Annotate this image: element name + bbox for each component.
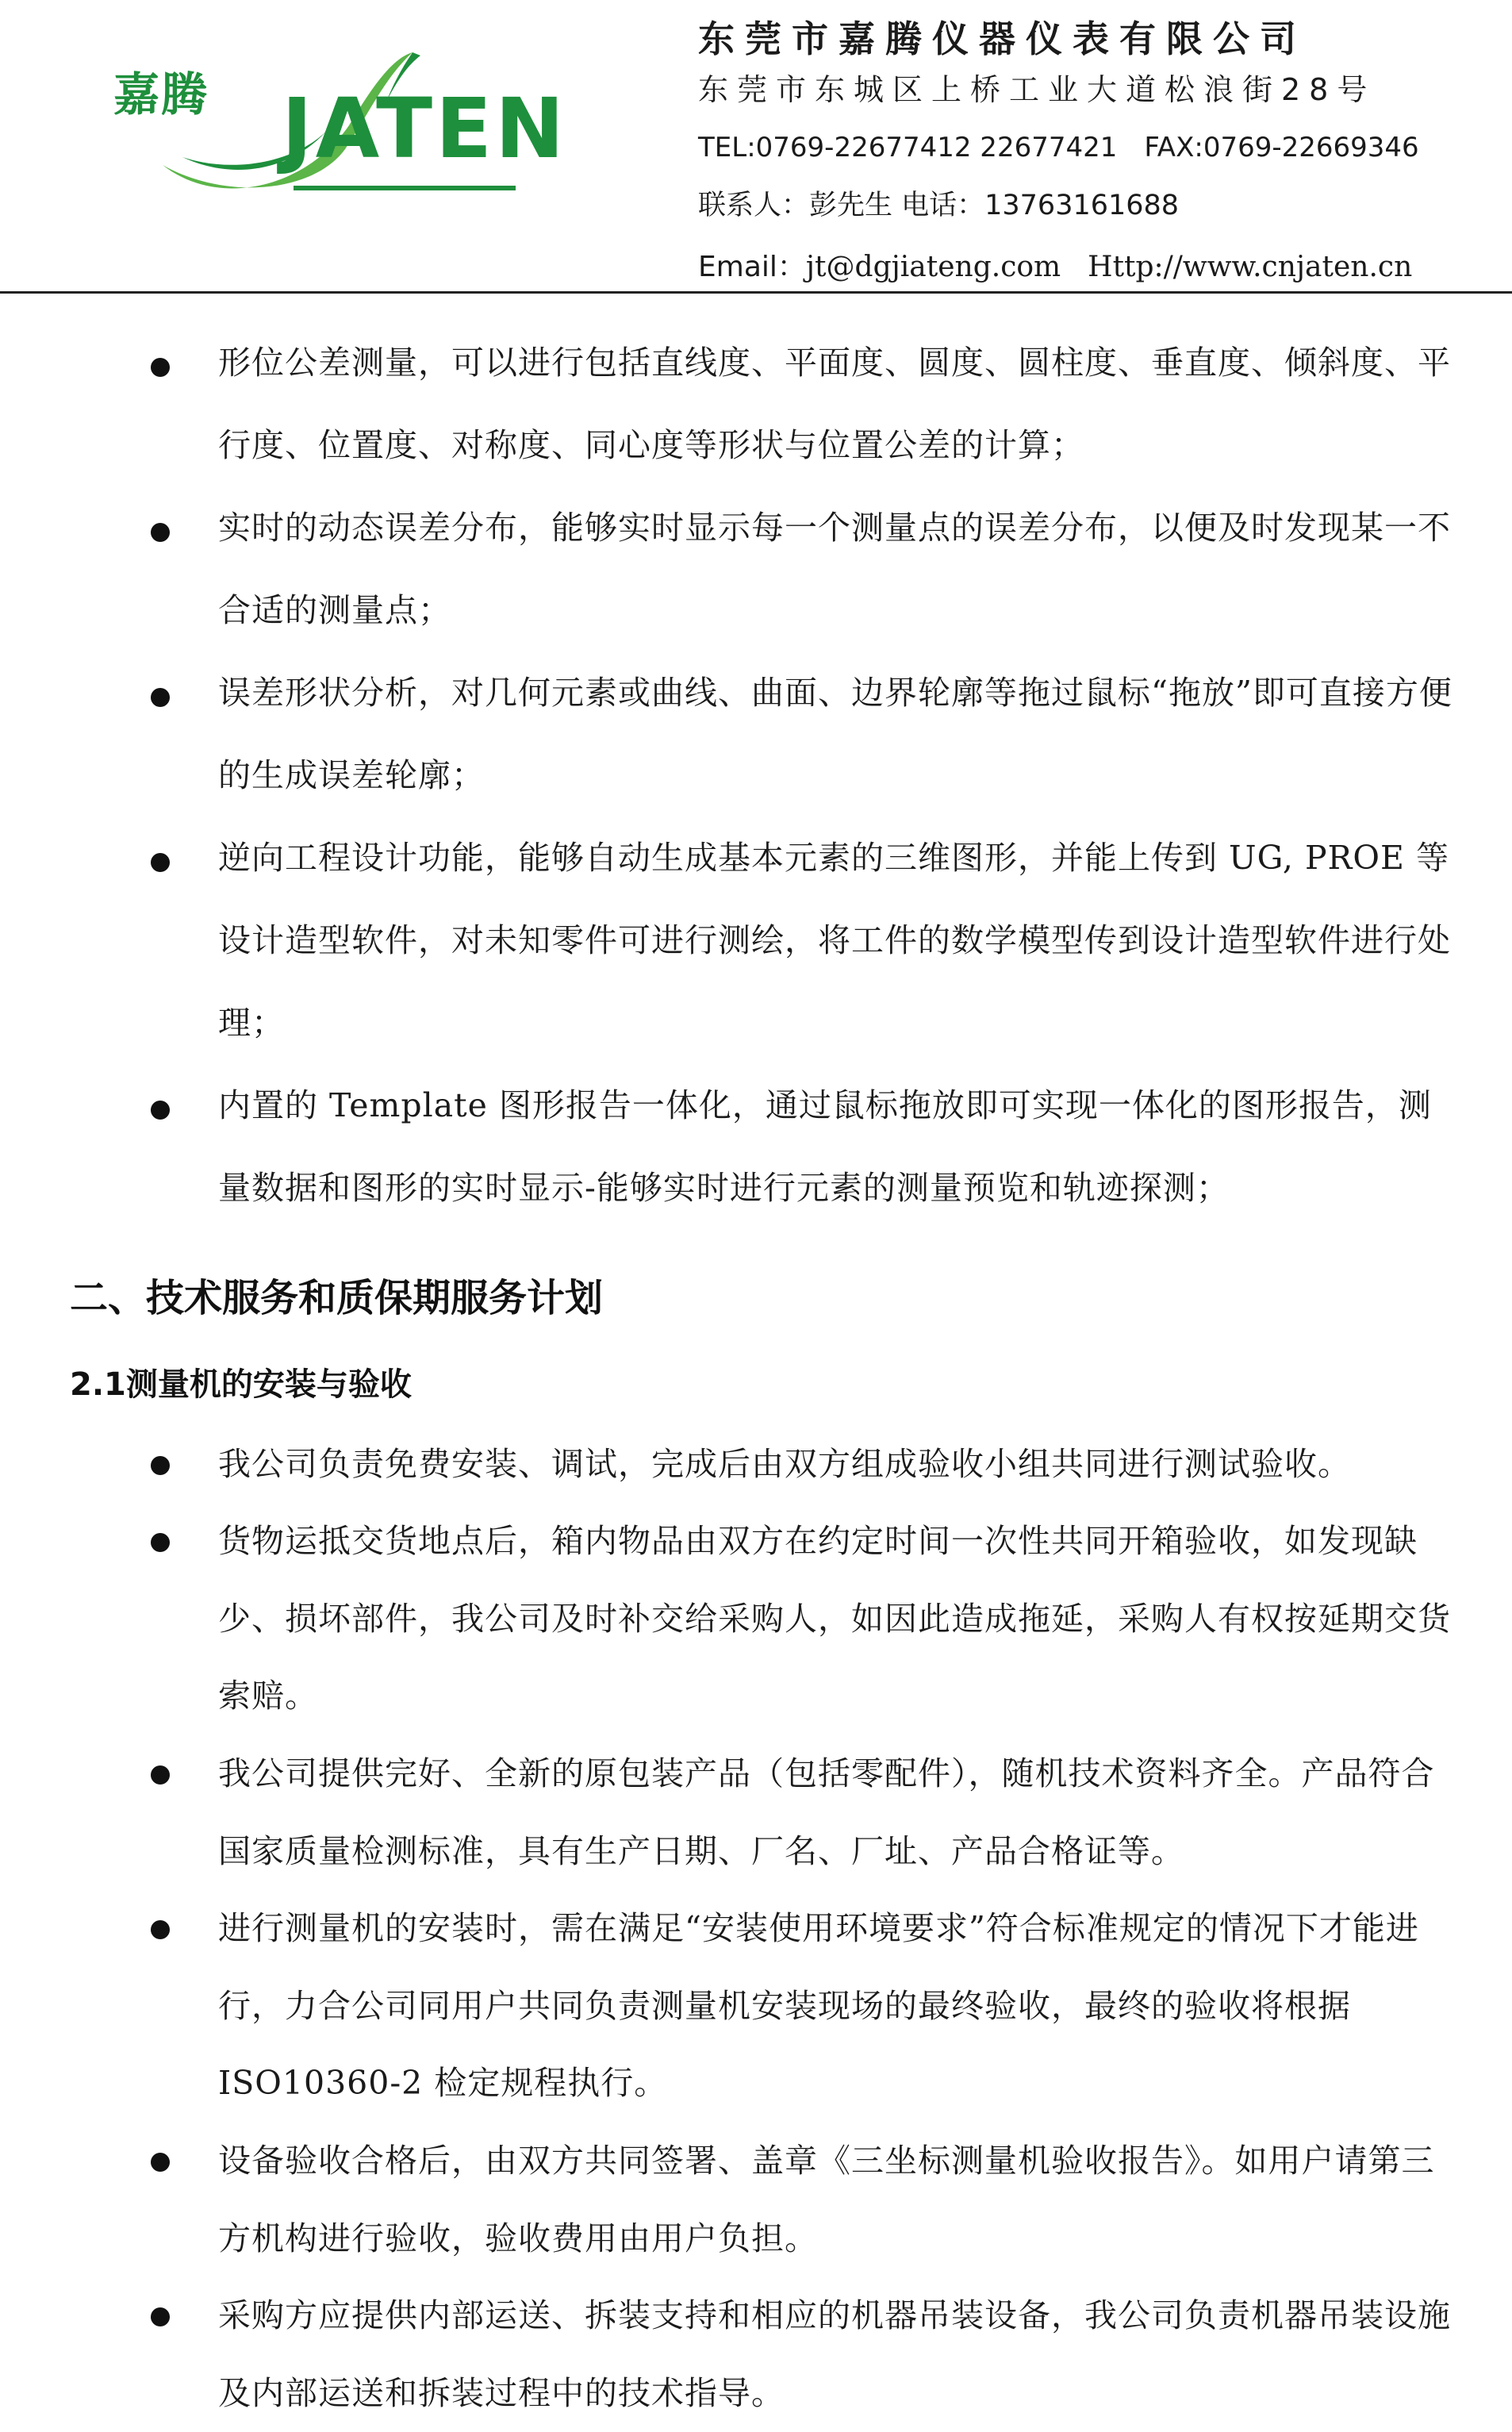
list-item-text: 内置的 Template 图形报告一体化，通过鼠标拖放即可实现一体化的图形报告，测量数据和图形的实时显示-能够实时进行元素的测量预览和轨迹探测；	[218, 1086, 1432, 1207]
header-divider	[0, 291, 1512, 294]
company-logo	[107, 38, 568, 197]
bullet-icon	[151, 853, 170, 872]
bullet-icon	[151, 1920, 170, 1939]
list-item-text: 我公司提供完好、全新的原包装产品（包括零配件），随机技术资料齐全。产品符合国家质量检测标准，具有生产日期、厂名、厂址、产品合格证等。	[218, 1754, 1435, 1870]
bullet-icon	[151, 1456, 170, 1475]
section-heading: 二、技术服务和质保期服务计划	[70, 1276, 604, 1320]
company-phone-fax	[698, 134, 1419, 161]
logo-text-en: JATEN	[282, 80, 568, 177]
list-item-text: 进行测量机的安装时，需在满足“安装使用环境要求”符合标准规定的情况下才能进行，力合公司同用户共同负责测量机安装现场的最终验收，最终的验收将根据 ISO10360-2 检定规程执行。	[218, 1909, 1419, 2102]
bullet-icon	[151, 1765, 170, 1785]
bullet-icon	[151, 2153, 170, 2172]
company-contact: 联系人：彭先生 电话：13763161688	[698, 190, 1180, 221]
letterhead	[0, 0, 1512, 295]
company-tel: TEL:0769-22677412 22677421	[698, 132, 1118, 163]
list-item-text: 货物运抵交货地点后，箱内物品由双方在约定时间一次性共同开箱验收，如发现缺少、损坏部件，我公司及时补交给采购人，如因此造成拖延，采购人有权按延期交货索赔。	[218, 1522, 1451, 1715]
bullet-icon	[151, 358, 170, 377]
sub-heading: 2.1测量机的安装与验收	[70, 1366, 412, 1403]
list-item-text: 逆向工程设计功能，能够自动生成基本元素的三维图形，并能上传到 UG, PROE 等设计造型软件，对未知零件可进行测绘，将工件的数学模型传到设计造型软件进行处理；	[218, 839, 1451, 1042]
list-item-text: 设备验收合格后，由双方共同签署、盖章《三坐标测量机验收报告》。如用户请第三方机构进行验收，验收费用由用户负担。	[218, 2142, 1435, 2257]
bullet-icon	[151, 1533, 170, 1552]
list-item-text: 形位公差测量，可以进行包括直线度、平面度、圆度、圆柱度、垂直度、倾斜度、平行度、位置度、对称度、同心度等形状与位置公差的计算；	[218, 344, 1451, 464]
list-item-text: 采购方应提供内部运送、拆装支持和相应的机器吊装设备，我公司负责机器吊装设施及内部运送和拆装过程中的技术指导。	[218, 2296, 1451, 2412]
bullet-icon	[151, 688, 170, 707]
bullet-icon	[151, 1101, 170, 1120]
list-item-text: 误差形状分析，对几何元素或曲线、曲面、边界轮廓等拖过鼠标“拖放”即可直接方便的生成误差轮廓；	[218, 674, 1453, 794]
company-address: 东莞市东城区上桥工业大道松浪街28号	[698, 72, 1376, 107]
list-item-text: 我公司负责免费安装、调试，完成后由双方组成验收小组共同进行测试验收。	[218, 1445, 1351, 1483]
company-fax: FAX:0769-22669346	[1144, 132, 1419, 163]
list-item-text: 实时的动态误差分布，能够实时显示每一个测量点的误差分布，以便及时发现某一不合适的测量点；	[218, 509, 1451, 629]
company-email-web	[698, 253, 1412, 282]
company-name: 东莞市嘉腾仪器仪表有限公司	[698, 17, 1307, 60]
bullet-icon	[151, 523, 170, 542]
bullet-icon	[151, 2307, 170, 2326]
email-label: Email：	[698, 251, 806, 283]
website-link[interactable]: Http://www.cnjaten.cn	[1088, 251, 1413, 283]
logo-text-cn: 嘉腾	[113, 67, 209, 121]
email-address[interactable]: jt@dgjiateng.com	[805, 251, 1061, 283]
